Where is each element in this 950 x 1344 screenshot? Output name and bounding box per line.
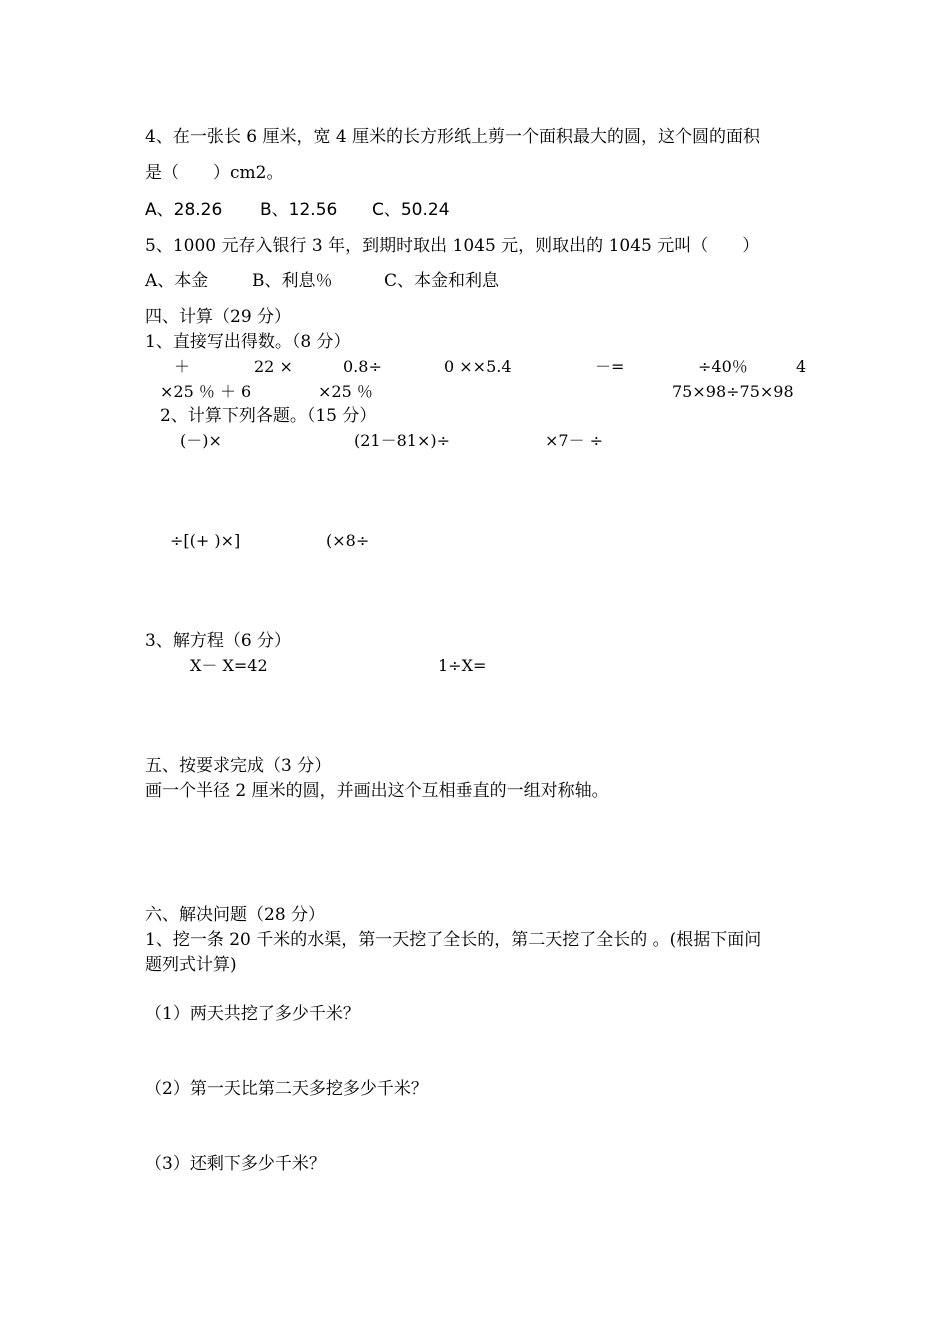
q5-option-c: C、本金和利息 (384, 271, 500, 291)
section6-q1-line1: 1、挖一条 20 千米的水渠，第一天挖了全长的，第二天挖了全长的 。(根据下面问 (145, 930, 762, 950)
calc-item: 75×98÷75×98 (672, 382, 794, 401)
section6-q1-line2: 题列式计算) (145, 955, 237, 975)
q4-option-a: A、28.26 (145, 200, 223, 220)
sub-question-2: （2）第一天比第二天多挖多少千米？ (145, 1079, 428, 1099)
calc-item: －= (595, 357, 625, 376)
calc-item: 22 × (254, 357, 293, 376)
q5-option-b: B、利息％ (252, 271, 333, 291)
calc-expression: ×7－ ÷ (545, 431, 604, 450)
sub-question-1: （1）两天共挖了多少千米？ (145, 1004, 360, 1024)
section5-text: 画一个半径 2 厘米的圆，并画出这个互相垂直的一组对称轴。 (145, 781, 609, 801)
calc-expression: (21－81×)÷ (354, 431, 451, 450)
section4-sub2-title: 2、计算下列各题。（15 分） (160, 406, 377, 426)
calc-item: 0.8÷ (343, 357, 382, 376)
section4-sub3-title: 3、解方程（6 分） (145, 631, 292, 651)
section6-title: 六、解决问题（28 分） (145, 905, 326, 925)
q4-option-b: B、12.56 (260, 200, 338, 220)
section5-title: 五、按要求完成（3 分） (145, 756, 332, 776)
calc-expression: ÷[(+ )×] (170, 531, 241, 550)
section4-title: 四、计算（29 分） (145, 307, 292, 327)
equation: 1÷X= (438, 656, 487, 675)
q5-text: 5、1000 元存入银行 3 年，到期时取出 1045 元，则取出的 1045 元叫（ ） (145, 236, 760, 256)
calc-item: ÷40％ (698, 357, 748, 376)
sub-question-3: （3）还剩下多少千米？ (145, 1154, 326, 1174)
q4-text-line1: 4、在一张长 6 厘米，宽 4 厘米的长方形纸上剪一个面积最大的圆，这个圆的面积 (145, 127, 761, 147)
calc-item: 0 ××5.4 (444, 357, 512, 376)
q4-option-c: C、50.24 (372, 200, 450, 220)
section4-sub1-title: 1、直接写出得数。（8 分） (145, 332, 351, 352)
calc-expression: (－)× (180, 431, 222, 450)
calc-expression: (×8÷ (326, 531, 370, 550)
q4-text-line2: 是（ ）cm2。 (145, 163, 284, 183)
calc-item: ＋ (174, 357, 191, 376)
calc-item: ×25 ％ ＋ 6 (160, 382, 252, 401)
equation: X－ X=42 (190, 656, 268, 675)
calc-item: 4 (796, 357, 807, 376)
calc-item: ×25 ％ (318, 382, 373, 401)
q5-option-a: A、本金 (145, 271, 209, 291)
